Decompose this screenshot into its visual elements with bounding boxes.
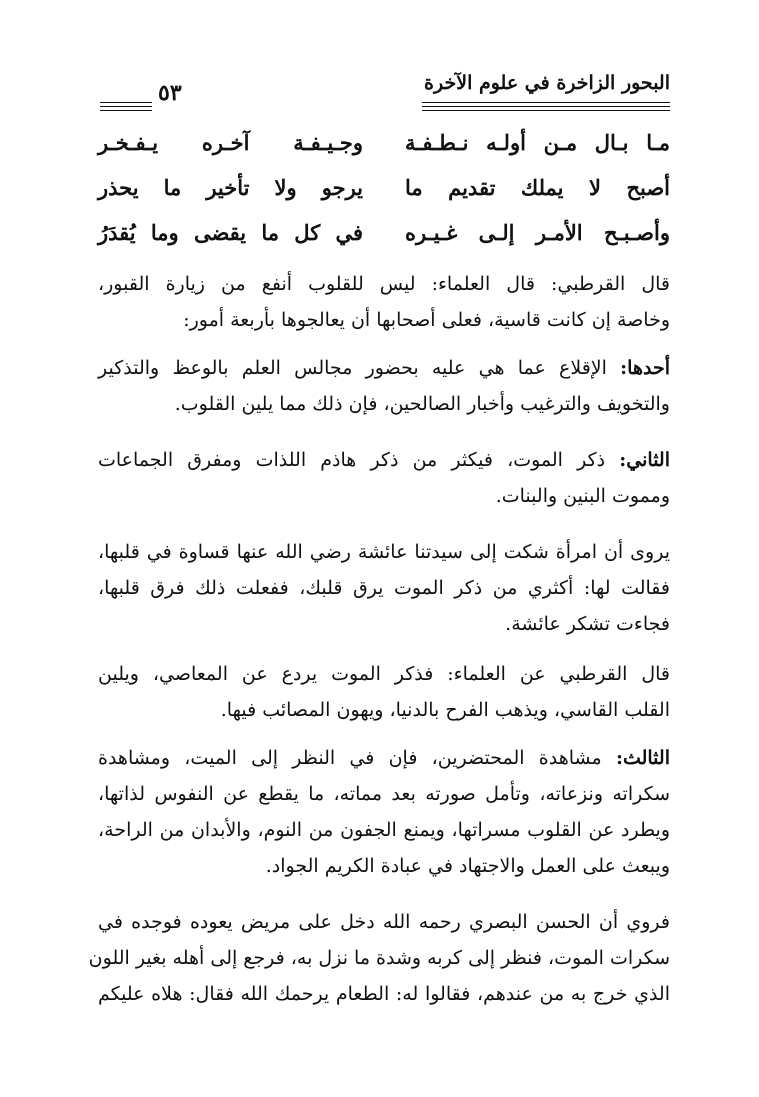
- paragraph-line: وخاصة إن كانت قاسية، فعلى أصحابها أن يعالجوها بأربعة أمور:: [183, 309, 670, 331]
- paragraph-line: الذي خرج به من عندهم، فقالوا له: الطعام يرحمك الله فقال: هلاه عليكم: [98, 983, 670, 1005]
- poem-verse: [98, 220, 670, 265]
- paragraph-line: [98, 442, 670, 478]
- paragraph-second-remedy: [98, 442, 670, 514]
- paragraph-line: ويبعث على العمل والاجتهاد في عبادة الكريم الجواد.: [265, 855, 670, 877]
- poem: [98, 130, 670, 265]
- paragraph-qurtubi-remembrance: [98, 656, 670, 728]
- paragraph-third-remedy: [98, 740, 670, 884]
- header-rule: [422, 106, 670, 107]
- paragraph-line: ويطرد عن القلوب مسراتها، ويمنع الجفون من النوم، والأبدان من الراحة،: [98, 819, 670, 841]
- page-number: ٥٣: [158, 80, 182, 106]
- paragraph-line: فقالت لها: أكثري من ذكر الموت يرق قلبك، ففعلت ذلك فرق قلبها،: [98, 577, 670, 599]
- paragraph-hasan-basri: [88, 904, 670, 1012]
- paragraph-qurtubi-intro: [98, 266, 670, 338]
- paragraph-aisha-story: [98, 534, 670, 642]
- paragraph-line: ومموت البنين والبنات.: [495, 485, 670, 507]
- verse-second-hemistich: وجـيـفـة آخـره يـفـخـر: [98, 130, 363, 155]
- poem-verse: [98, 130, 670, 175]
- verse-first-hemistich: وأصـبـح الأمـر إلـى غـيـره: [405, 220, 670, 245]
- header-rule: [422, 110, 670, 111]
- header-rule-left: [100, 102, 152, 103]
- header-rule: [422, 102, 670, 103]
- paragraph-lead: أحدها:: [620, 357, 670, 379]
- paragraph-line: سكرات الموت، فنظر إلى كربه وشدة ما نزل به، فرجع إلى أهله بغير اللون: [88, 947, 670, 969]
- paragraph-line: قال القرطبي: قال العلماء: ليس للقلوب أنفع من زيارة القبور،: [98, 273, 670, 295]
- paragraph-lead: الثاني:: [619, 449, 670, 471]
- paragraph-line-text: مشاهدة المحتضرين، فإن في النظر إلى الميت، ومشاهدة: [98, 747, 616, 769]
- paragraph-line-text: الإقلاع عما هي عليه بحضور مجالس العلم بالوعظ والتذكير: [98, 357, 621, 379]
- paragraph-line: [98, 350, 670, 386]
- verse-first-hemistich: مـا بـال مـن أولـه نـطـفـة: [405, 130, 670, 155]
- verse-first-hemistich: أصبح لا يملك تقديم ما: [405, 175, 670, 200]
- paragraph-line: سكراته ونزعاته، وتأمل صورته بعد مماته، ما يقطع عن النفوس لذاتها،: [98, 783, 670, 805]
- paragraph-line: والتخويف والترغيب وأخبار الصالحين، فإن ذلك مما يلين القلوب.: [174, 393, 670, 415]
- paragraph-line: يروى أن امرأة شكت إلى سيدتنا عائشة رضي الله عنها قساوة في قلبها،: [98, 541, 670, 563]
- paragraph-first-remedy: [98, 350, 670, 422]
- book-title: البحور الزاخرة في علوم الآخرة: [424, 72, 670, 94]
- paragraph-line-text: ذكر الموت، فيكثر من ذكر هاذم اللذات ومفرق الجماعات: [98, 449, 620, 471]
- paragraph-line: القلب القاسي، ويذهب الفرح بالدنيا، ويهون المصائب فيها.: [220, 699, 670, 721]
- paragraph-line: قال القرطبي عن العلماء: فذكر الموت يردع عن المعاصي، ويلين: [98, 663, 670, 685]
- paragraph-line: فجاءت تشكر عائشة.: [505, 613, 670, 635]
- paragraph-lead: الثالث:: [615, 747, 670, 769]
- paragraph-line: فروي أن الحسن البصري رحمه الله دخل على مريض يعوده فوجده في: [98, 911, 670, 933]
- poem-verse: [98, 175, 670, 220]
- header-rule-left: [100, 106, 152, 107]
- header-rule-left: [100, 110, 152, 111]
- verse-second-hemistich: في كل ما يقضى وما يُقدَرُ: [98, 220, 363, 245]
- paragraph-line: [98, 740, 670, 776]
- verse-second-hemistich: يرجو ولا تأخير ما يحذر: [98, 175, 363, 200]
- running-header: [100, 72, 670, 116]
